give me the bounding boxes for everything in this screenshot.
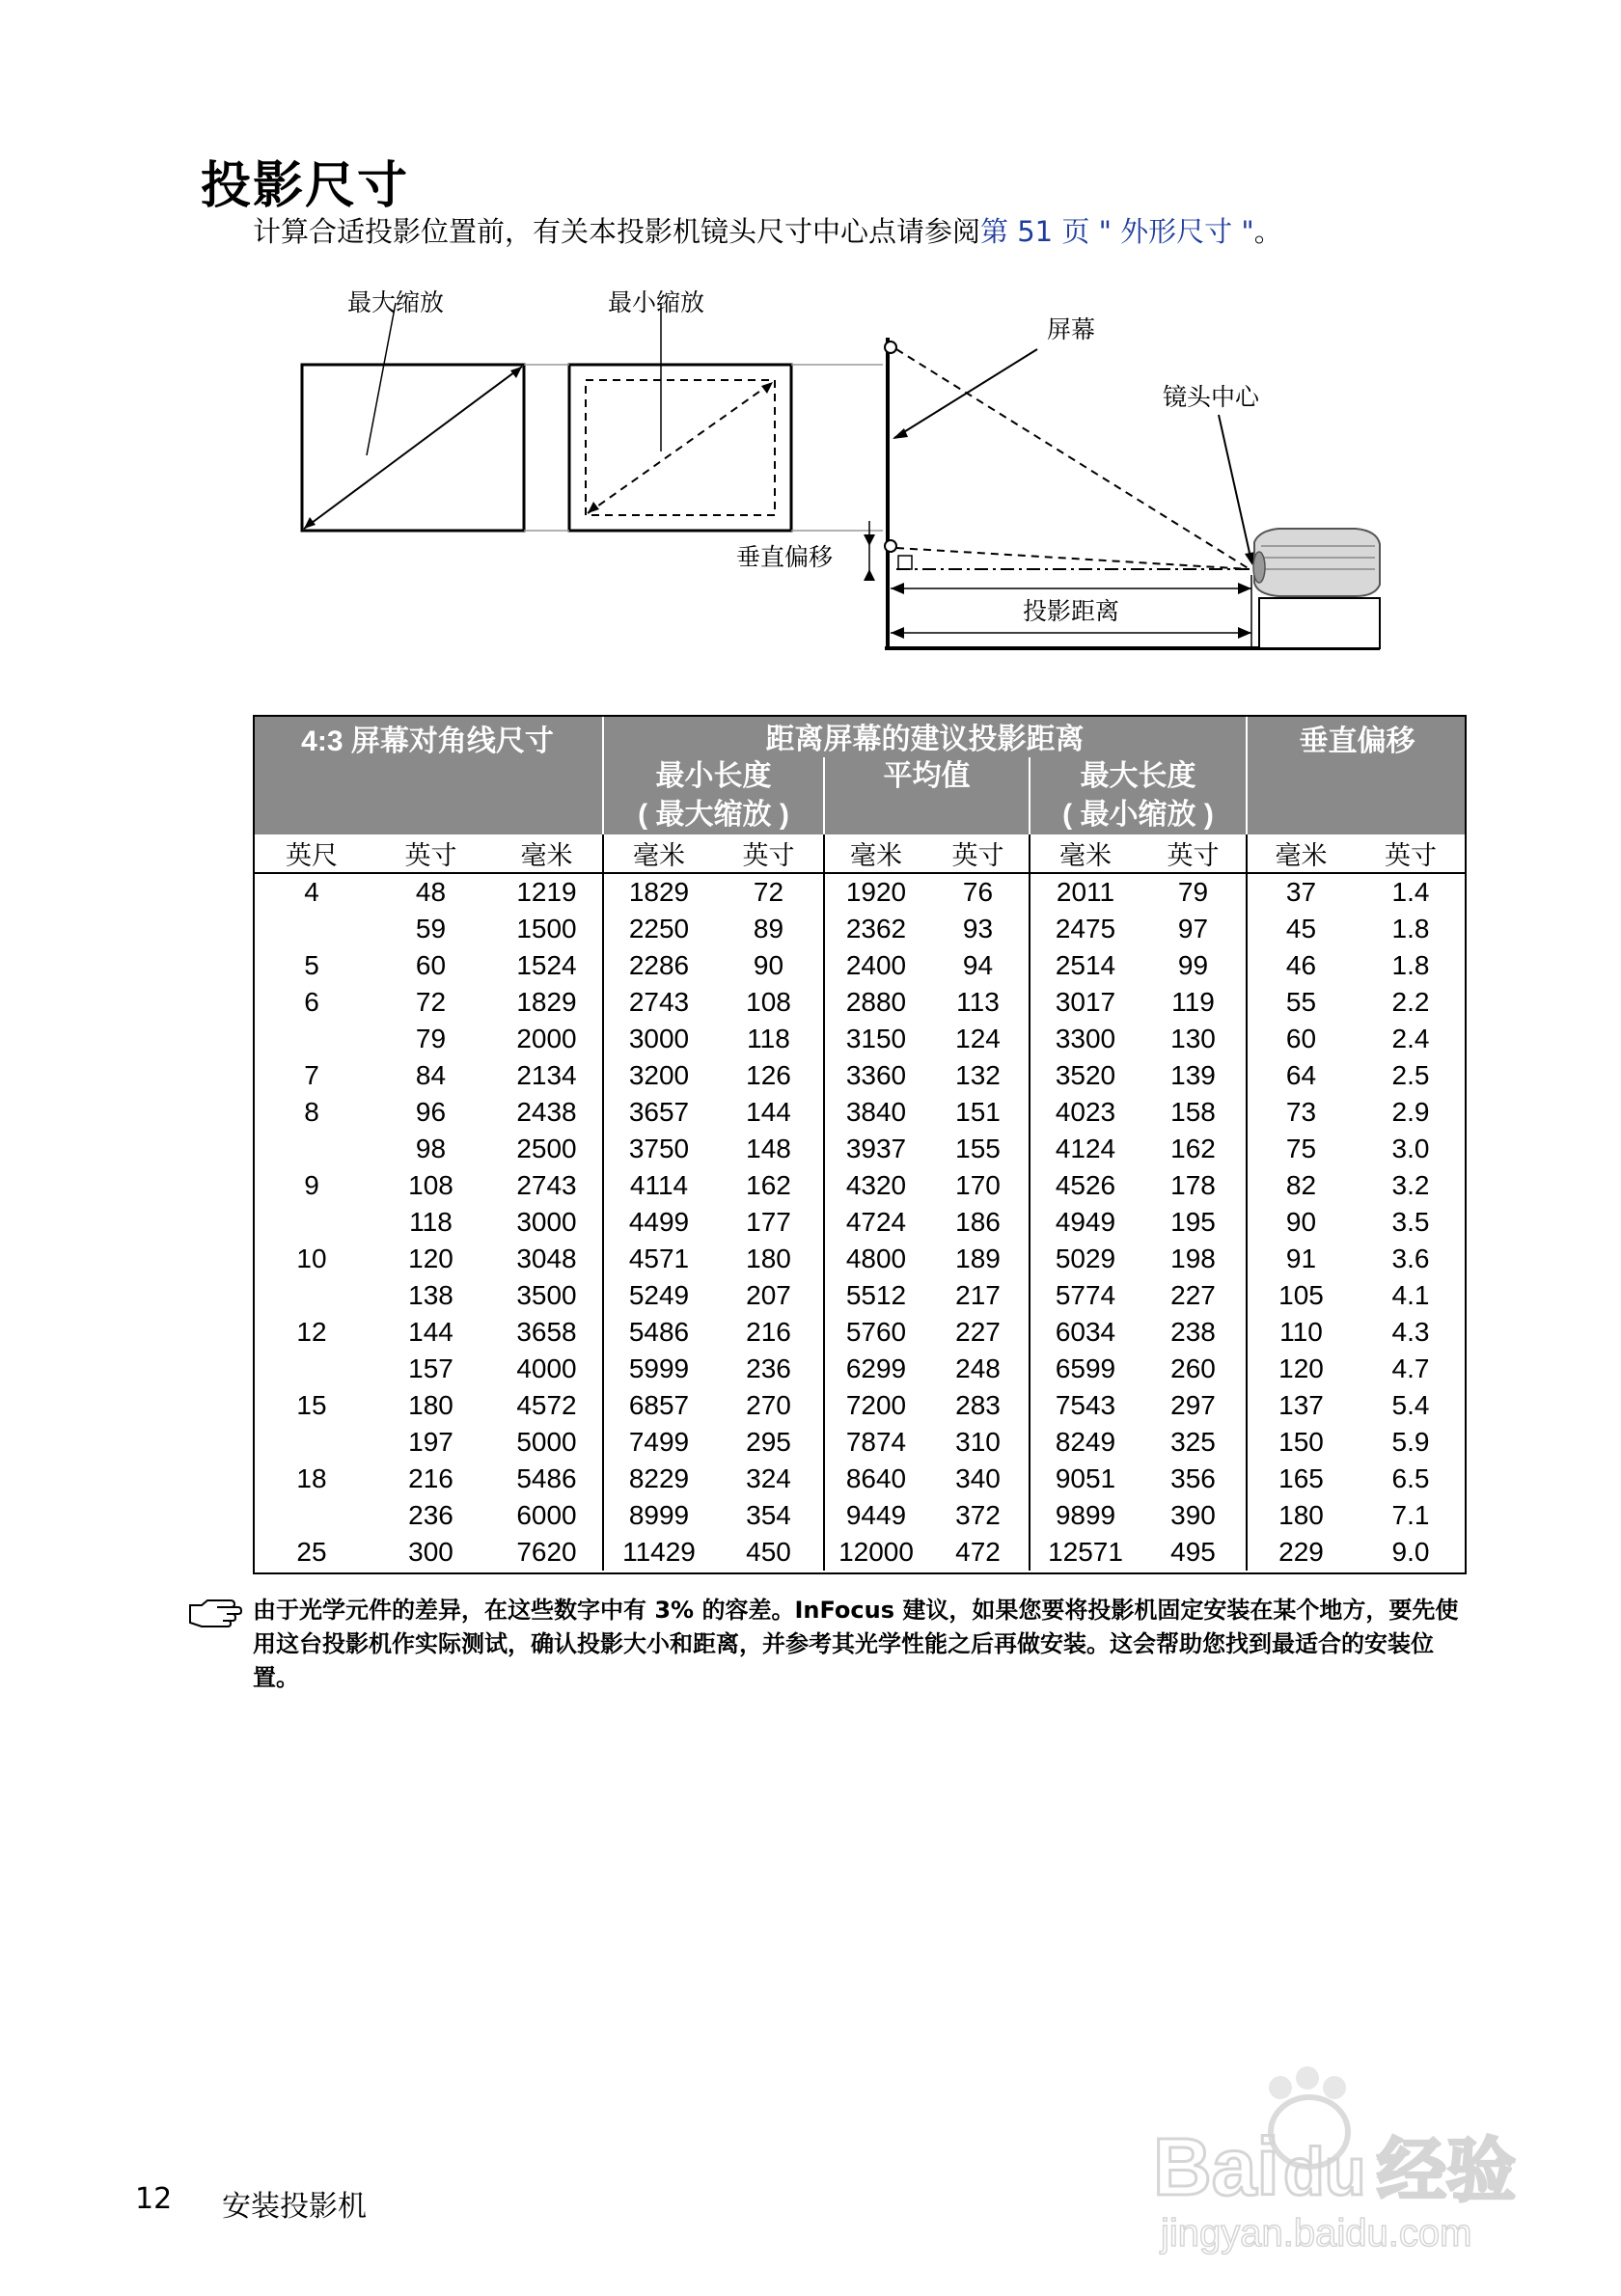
table-cell: 2400 (824, 947, 927, 984)
table-cell: 108 (746, 987, 791, 1017)
table-cell: 144 (746, 1097, 791, 1127)
table-row (253, 1277, 1467, 1314)
table-cell: 3657 (603, 1094, 714, 1131)
table-cell: 132 (955, 1060, 1001, 1090)
table-cell: 354 (746, 1500, 791, 1530)
unit-cell: 英寸 (371, 834, 491, 873)
table-cell: 73 (1247, 1094, 1355, 1131)
table-cell: 2743 (516, 1170, 577, 1200)
dimensions-page-link[interactable]: 第 51 页 " 外形尺寸 " (980, 215, 1254, 248)
table-cell: 5 (304, 950, 319, 980)
units-row (253, 834, 1467, 873)
table-cell: 3000 (603, 1021, 714, 1057)
table-cell (253, 1204, 371, 1241)
table-cell: 9051 (1030, 1461, 1140, 1497)
table-cell (253, 911, 371, 947)
table-cell: 108 (408, 1170, 453, 1200)
table-cell: 8229 (603, 1461, 714, 1497)
table-row (253, 1351, 1467, 1387)
table-cell: 9899 (1030, 1497, 1140, 1534)
table-cell: 8640 (824, 1461, 927, 1497)
table-cell: 6299 (824, 1351, 927, 1387)
table-cell: 113 (956, 987, 1000, 1017)
table-cell: 3017 (1030, 984, 1140, 1021)
table-cell: 4114 (603, 1167, 714, 1204)
watermark-brand: Bai (1153, 2121, 1279, 2212)
table-cell: 356 (1170, 1463, 1216, 1493)
table-cell: 4.3 (1391, 1317, 1430, 1347)
table-cell: 390 (1170, 1500, 1216, 1530)
table-cell: 236 (408, 1500, 453, 1530)
table-cell: 4.1 (1391, 1280, 1430, 1310)
table-cell: 3.0 (1391, 1134, 1430, 1163)
table-cell: 177 (746, 1207, 791, 1237)
table-cell: 94 (962, 950, 994, 980)
table-cell: 120 (1247, 1351, 1355, 1387)
table-cell: 178 (1170, 1170, 1216, 1200)
table-cell: 5249 (603, 1277, 714, 1314)
header-projection-distance: 距离屏幕的建议投影距离 (603, 715, 1247, 757)
baidu-jingyan-watermark (1153, 2064, 1558, 2257)
table-cell: 12 (296, 1317, 327, 1347)
unit-cell: 英寸 (714, 834, 824, 873)
table-cell: 93 (962, 914, 994, 943)
paw-toe (1323, 2076, 1346, 2099)
table-row (253, 1204, 1467, 1241)
table-cell: 2250 (603, 911, 714, 947)
table-cell: 79 (1177, 877, 1209, 907)
table-cell: 1920 (824, 873, 927, 911)
table-cell: 4.7 (1391, 1353, 1430, 1383)
table-cell: 5.4 (1391, 1390, 1430, 1420)
intro-paragraph (253, 210, 1282, 250)
table-cell: 45 (1247, 911, 1355, 947)
table-cell: 165 (1247, 1461, 1355, 1497)
table-cell: 2500 (516, 1134, 577, 1163)
table-cell: 4124 (1030, 1131, 1140, 1167)
label-screen: 屏幕 (1047, 315, 1096, 343)
table-cell: 3200 (603, 1057, 714, 1094)
table-cell: 5512 (824, 1277, 927, 1314)
table-cell: 3.5 (1391, 1207, 1430, 1237)
table-cell: 2514 (1030, 947, 1140, 984)
table-cell: 217 (955, 1280, 1001, 1310)
table-cell: 99 (1177, 950, 1209, 980)
table-cell: 118 (409, 1207, 453, 1237)
table-cell: 7 (304, 1060, 319, 1090)
table-row (253, 1094, 1467, 1131)
table-cell (253, 1021, 371, 1057)
table-cell: 189 (955, 1244, 1001, 1273)
table-cell (253, 1497, 371, 1534)
table-cell: 1500 (516, 914, 577, 943)
table-cell: 283 (955, 1390, 1001, 1420)
table-cell: 4526 (1030, 1167, 1140, 1204)
table-cell: 8 (304, 1097, 319, 1127)
table-cell: 3500 (516, 1280, 577, 1310)
table-cell: 238 (1170, 1317, 1216, 1347)
table-cell: 138 (408, 1280, 453, 1310)
projection-diagram (285, 289, 1394, 666)
label-lens-center: 镜头中心 (1163, 383, 1260, 411)
table-cell: 495 (1170, 1537, 1216, 1567)
table-cell: 25 (296, 1537, 327, 1567)
table-cell: 198 (1170, 1244, 1216, 1273)
pointing-hand-icon (188, 1598, 242, 1628)
label-vertical-offset: 垂直偏移 (736, 543, 834, 571)
table-cell: 3520 (1030, 1057, 1140, 1094)
table-cell: 300 (408, 1537, 453, 1567)
table-cell: 4572 (516, 1390, 577, 1420)
table-cell: 60 (1247, 1021, 1355, 1057)
table-cell: 2.9 (1391, 1097, 1430, 1127)
table-cell: 157 (408, 1353, 453, 1383)
table-cell: 48 (415, 877, 447, 907)
unit-cell: 英寸 (927, 834, 1030, 873)
label-max-zoom: 最大缩放 (347, 289, 445, 316)
table-cell: 310 (955, 1427, 1001, 1457)
table-cell: 2134 (516, 1060, 577, 1090)
table-cell: 3048 (516, 1244, 577, 1273)
table-cell: 5486 (516, 1463, 577, 1493)
table-cell: 7874 (824, 1424, 927, 1461)
table-cell: 3300 (1030, 1021, 1140, 1057)
table-cell: 11429 (603, 1534, 714, 1571)
table-cell: 2880 (824, 984, 927, 1021)
paw-toe (1296, 2066, 1319, 2090)
table-cell: 82 (1247, 1167, 1355, 1204)
table-cell (253, 1131, 371, 1167)
table-row (253, 947, 1467, 984)
min-zoom-screen-diagram (569, 303, 791, 531)
unit-cell: 毫米 (1030, 834, 1140, 873)
unit-cell: 英寸 (1355, 834, 1467, 873)
header-vertical-offset: 垂直偏移 (1247, 715, 1467, 834)
unit-cell: 毫米 (491, 834, 603, 873)
table-cell: 6034 (1030, 1314, 1140, 1351)
table-row (253, 1534, 1467, 1571)
table-row (253, 1021, 1467, 1057)
table-cell: 3658 (516, 1317, 577, 1347)
table-cell: 105 (1247, 1277, 1355, 1314)
table-cell: 84 (415, 1060, 447, 1090)
table-cell: 4 (304, 877, 319, 907)
table-cell: 4023 (1030, 1094, 1140, 1131)
table-cell: 1829 (516, 987, 577, 1017)
table-cell: 151 (955, 1097, 1001, 1127)
table-cell: 162 (746, 1170, 791, 1200)
label-projection-distance: 投影距离 (1023, 597, 1120, 625)
table-cell: 3000 (516, 1207, 577, 1237)
table-cell: 216 (746, 1317, 791, 1347)
table-row (253, 873, 1467, 911)
table-cell: 72 (415, 987, 447, 1017)
table-cell: 12571 (1030, 1534, 1140, 1571)
table-cell: 5774 (1030, 1277, 1140, 1314)
table-cell: 158 (1170, 1097, 1216, 1127)
table-cell: 340 (955, 1463, 1001, 1493)
table-cell: 229 (1247, 1534, 1355, 1571)
table-cell: 162 (1170, 1134, 1216, 1163)
table-cell: 180 (1247, 1497, 1355, 1534)
table-cell: 2438 (516, 1097, 577, 1127)
table-cell: 2011 (1030, 873, 1140, 911)
table-cell: 130 (1170, 1024, 1216, 1053)
table-cell: 5029 (1030, 1241, 1140, 1277)
table-cell: 180 (408, 1390, 453, 1420)
table-cell: 227 (1170, 1280, 1216, 1310)
table-cell: 120 (408, 1244, 453, 1273)
table-cell: 137 (1247, 1387, 1355, 1424)
header-screen-diagonal: 4:3 屏幕对角线尺寸 (253, 715, 603, 834)
page-number: 12 (135, 2182, 173, 2216)
table-cell: 119 (1171, 987, 1215, 1017)
table-row (253, 1497, 1467, 1534)
table-cell: 110 (1247, 1314, 1355, 1351)
table-cell: 7200 (824, 1387, 927, 1424)
unit-cell: 毫米 (824, 834, 927, 873)
table-cell (253, 1351, 371, 1387)
table-cell: 90 (753, 950, 784, 980)
table-cell: 6599 (1030, 1351, 1140, 1387)
table-cell: 5000 (516, 1427, 577, 1457)
table-cell: 2.5 (1391, 1060, 1430, 1090)
table-cell: 7499 (603, 1424, 714, 1461)
table-cell: 3.2 (1391, 1170, 1430, 1200)
unit-cell: 英尺 (253, 834, 371, 873)
table-cell: 3.6 (1391, 1244, 1430, 1273)
table-cell: 450 (746, 1537, 791, 1567)
table-cell: 150 (1247, 1424, 1355, 1461)
table-cell: 227 (955, 1317, 1001, 1347)
table-cell: 1.8 (1391, 950, 1430, 980)
watermark-url: jingyan.baidu.com (1161, 2212, 1472, 2255)
table-cell: 6857 (603, 1387, 714, 1424)
table-cell: 9.0 (1391, 1537, 1430, 1567)
max-zoom-screen-diagram (302, 303, 524, 531)
table-row (253, 911, 1467, 947)
table-row (253, 1387, 1467, 1424)
table-cell: 2362 (824, 911, 927, 947)
table-cell (253, 1277, 371, 1314)
table-cell: 10 (296, 1244, 327, 1273)
table-cell: 2.4 (1391, 1024, 1430, 1053)
table-cell: 4949 (1030, 1204, 1140, 1241)
table-cell: 90 (1247, 1204, 1355, 1241)
table-cell: 1829 (603, 873, 714, 911)
table-row (253, 984, 1467, 1021)
table-body (253, 873, 1467, 1571)
table-cell: 195 (1170, 1207, 1216, 1237)
table-cell: 295 (746, 1427, 791, 1457)
table-cell: 8249 (1030, 1424, 1140, 1461)
table-cell: 64 (1247, 1057, 1355, 1094)
table-cell: 472 (955, 1537, 1001, 1567)
table-cell: 5999 (603, 1351, 714, 1387)
table-cell: 216 (408, 1463, 453, 1493)
table-cell: 97 (1177, 914, 1209, 943)
table-cell: 2743 (603, 984, 714, 1021)
table-cell: 118 (747, 1024, 790, 1053)
intro-end: 。 (1253, 215, 1282, 248)
table-cell: 6.5 (1391, 1463, 1430, 1493)
table-cell: 4571 (603, 1241, 714, 1277)
label-min-zoom: 最小缩放 (608, 289, 705, 316)
table-cell: 4499 (603, 1204, 714, 1241)
header-min-length-sub: ( 最大缩放 ) (603, 796, 824, 834)
unit-cell: 毫米 (1247, 834, 1355, 873)
table-cell: 325 (1170, 1427, 1216, 1457)
table-cell: 12000 (824, 1534, 927, 1571)
table-row (253, 1167, 1467, 1204)
table-row (253, 1241, 1467, 1277)
table-cell: 8999 (603, 1497, 714, 1534)
table-cell: 1.8 (1391, 914, 1430, 943)
table-cell: 76 (962, 877, 994, 907)
table-cell: 15 (296, 1390, 327, 1420)
table-cell: 9449 (824, 1497, 927, 1534)
table-cell: 1524 (516, 950, 577, 980)
table-cell: 7620 (516, 1537, 577, 1567)
table-cell: 60 (415, 950, 447, 980)
table-cell: 4800 (824, 1241, 927, 1277)
table-row (253, 1461, 1467, 1497)
table-cell: 3840 (824, 1094, 927, 1131)
table-row (253, 1314, 1467, 1351)
unit-cell: 英寸 (1140, 834, 1247, 873)
tolerance-note: 由于光学元件的差异，在这些数字中有 3% 的容差。InFocus 建议，如果您要将投影机固定安装在某个地方，要先使用这台投影机作实际测试，确认投影大小和距离，并参考其光学性能之后再做安装。这会帮助您找到最适合的安装位置。 (253, 1597, 1459, 1691)
table-cell: 1.4 (1391, 877, 1430, 907)
table-cell: 297 (1170, 1390, 1216, 1420)
table-cell: 6000 (516, 1500, 577, 1530)
table-cell: 155 (955, 1134, 1001, 1163)
table-row (253, 1424, 1467, 1461)
table-cell: 9 (304, 1170, 319, 1200)
table-cell: 96 (415, 1097, 447, 1127)
table-cell: 5486 (603, 1314, 714, 1351)
table-cell: 7.1 (1391, 1500, 1430, 1530)
table-cell: 236 (746, 1353, 791, 1383)
page-title: 投影尺寸 (201, 157, 410, 215)
table-cell: 7543 (1030, 1387, 1140, 1424)
table-cell: 89 (753, 914, 784, 943)
table-cell: 2286 (603, 947, 714, 984)
table-cell: 3360 (824, 1057, 927, 1094)
unit-cell: 毫米 (603, 834, 714, 873)
table-cell: 6 (304, 987, 319, 1017)
table-cell: 2000 (516, 1024, 577, 1053)
table-cell: 1219 (516, 877, 577, 907)
table-cell: 2.2 (1391, 987, 1430, 1017)
header-average: 平均值 (824, 757, 1030, 834)
projection-size-table (253, 715, 1467, 1571)
table-cell: 248 (955, 1353, 1001, 1383)
table-cell: 270 (746, 1390, 791, 1420)
projector-icon (1253, 529, 1380, 648)
table-cell: 144 (408, 1317, 453, 1347)
header-min-length: 最小长度 (603, 757, 824, 796)
table-cell: 5760 (824, 1314, 927, 1351)
table-cell: 91 (1247, 1241, 1355, 1277)
table-cell: 5.9 (1391, 1427, 1430, 1457)
table-cell: 324 (746, 1463, 791, 1493)
table-cell: 126 (746, 1060, 791, 1090)
table-row (253, 1057, 1467, 1094)
table-cell: 2475 (1030, 911, 1140, 947)
table-cell: 170 (955, 1170, 1001, 1200)
table-cell: 148 (746, 1134, 791, 1163)
table-cell: 260 (1170, 1353, 1216, 1383)
table-cell: 124 (955, 1024, 1001, 1053)
watermark-brand-du: du (1283, 2134, 1366, 2209)
table-cell: 4724 (824, 1204, 927, 1241)
table-cell: 98 (415, 1134, 447, 1163)
header-max-length: 最大长度 (1030, 757, 1247, 796)
intro-text: 计算合适投影位置前，有关本投影机镜头尺寸中心点请参阅 (253, 215, 981, 248)
table-cell: 207 (746, 1280, 791, 1310)
table-cell: 75 (1247, 1131, 1355, 1167)
table-cell: 3937 (824, 1131, 927, 1167)
table-row (253, 1131, 1467, 1167)
table-cell: 180 (746, 1244, 791, 1273)
table-cell: 3150 (824, 1021, 927, 1057)
header-max-length-sub: ( 最小缩放 ) (1030, 796, 1247, 834)
table-cell: 46 (1247, 947, 1355, 984)
table-cell: 59 (415, 914, 447, 943)
table-cell: 55 (1247, 984, 1355, 1021)
table-cell: 3750 (603, 1131, 714, 1167)
table-cell: 186 (955, 1207, 1001, 1237)
table-cell: 37 (1247, 873, 1355, 911)
table-cell: 18 (296, 1463, 327, 1493)
footer-section-title: 安装投影机 (222, 2190, 367, 2224)
table-cell: 197 (408, 1427, 453, 1457)
watermark-brand-cn: 经验 (1377, 2130, 1517, 2211)
table-cell: 372 (955, 1500, 1001, 1530)
table-cell: 72 (753, 877, 784, 907)
table-cell: 79 (415, 1024, 447, 1053)
table-cell: 139 (1170, 1060, 1216, 1090)
paw-toe (1269, 2076, 1292, 2099)
table-cell: 4000 (516, 1353, 577, 1383)
table-cell: 4320 (824, 1167, 927, 1204)
table-cell (253, 1424, 371, 1461)
